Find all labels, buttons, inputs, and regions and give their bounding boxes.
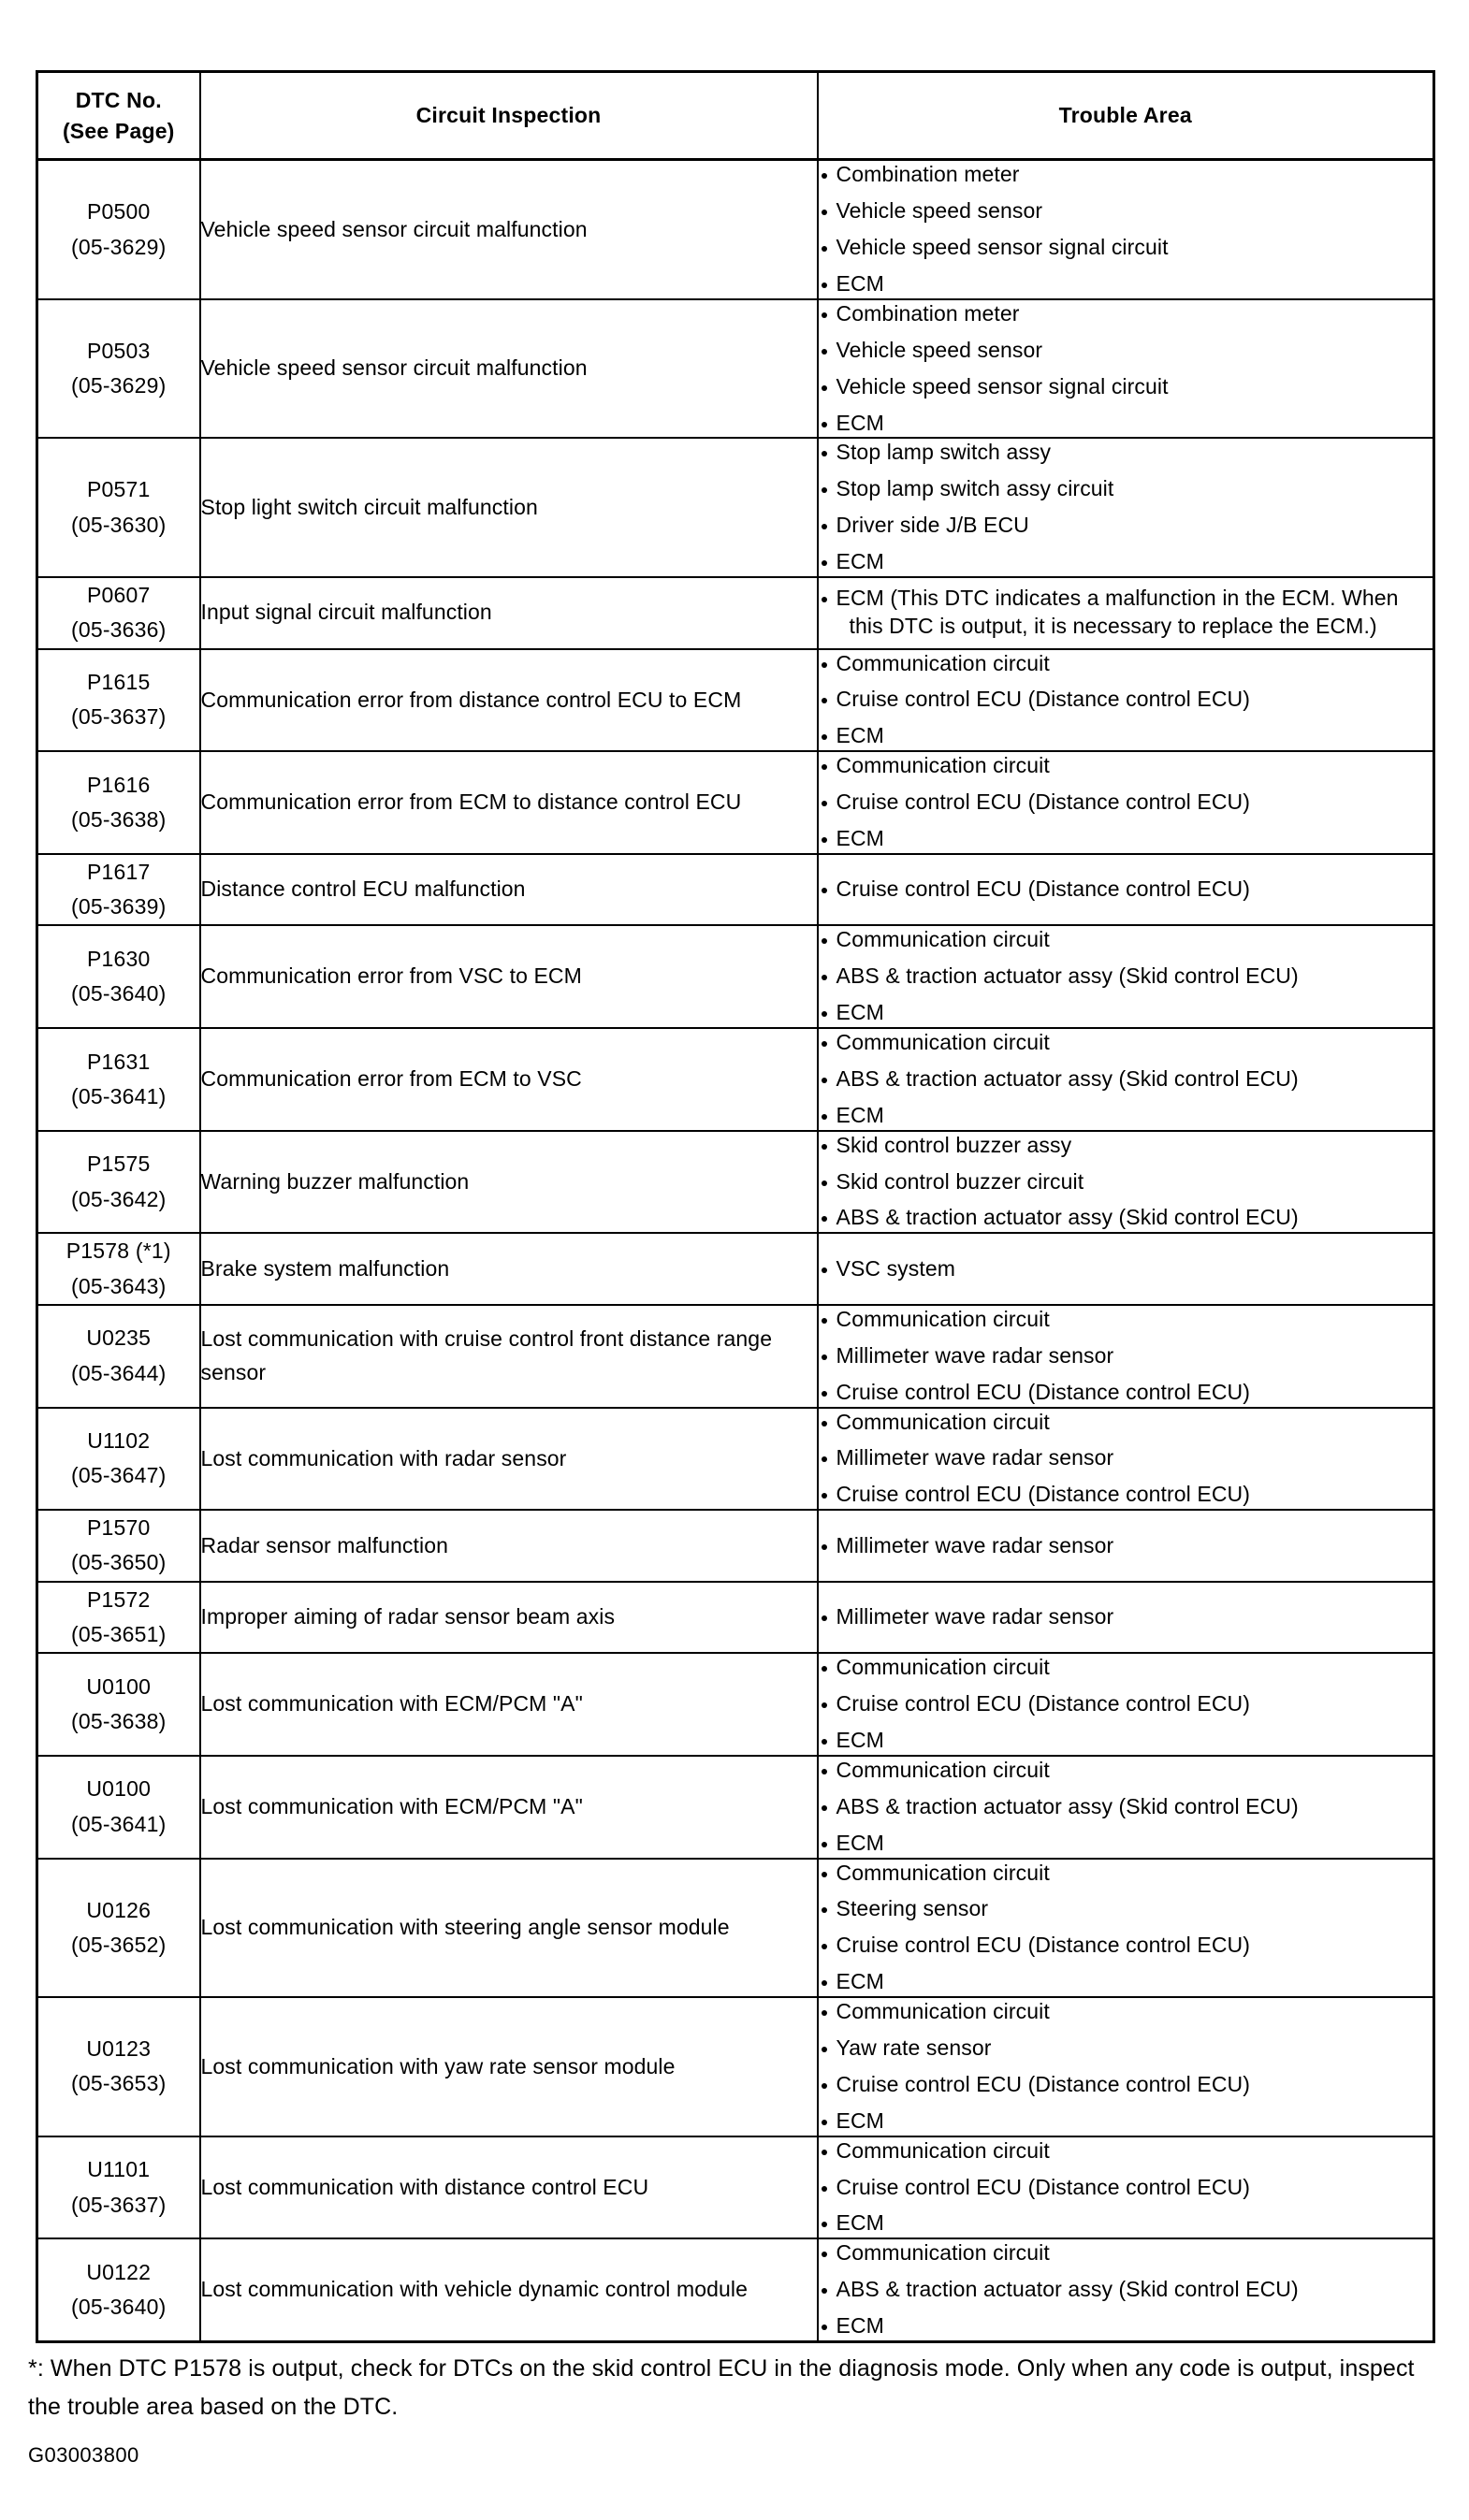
trouble-area-item <box>819 1481 1433 1509</box>
trouble-area-item-label: Communication circuit <box>836 1757 1050 1782</box>
trouble-area-item <box>819 410 1433 438</box>
circuit-inspection-cell: Communication error from VSC to ECM <box>200 925 818 1028</box>
trouble-area-cell <box>818 577 1434 649</box>
column-header-circuit-inspection-label: Circuit Inspection <box>415 103 602 128</box>
trouble-area-cell <box>818 1859 1434 1998</box>
trouble-area-item-label: Cruise control ECU (Distance control ECU) <box>836 687 1251 712</box>
dtc-page-ref: (05-3642) <box>70 1186 167 1211</box>
dtc-page-ref: (05-3638) <box>70 1709 167 1734</box>
trouble-area-item <box>819 722 1433 750</box>
dtc-code: U1101 <box>87 2157 151 2182</box>
trouble-area-item <box>819 439 1433 467</box>
circuit-inspection-cell: Vehicle speed sensor circuit malfunction <box>200 160 818 299</box>
trouble-area-item <box>819 373 1433 401</box>
table-row <box>37 1233 1434 1305</box>
trouble-area-item-label: ECM <box>836 2210 884 2236</box>
trouble-area-item <box>819 1255 1433 1283</box>
dtc-code-cell <box>37 160 200 299</box>
trouble-area-item-label: Vehicle speed sensor signal circuit <box>836 235 1169 260</box>
trouble-area-cell <box>818 1653 1434 1756</box>
dtc-code: P0503 <box>86 338 151 363</box>
trouble-area-item <box>819 300 1433 328</box>
trouble-area-item-label: Cruise control ECU (Distance control ECU) <box>836 2174 1251 2199</box>
trouble-area-item <box>819 1793 1433 1821</box>
dtc-code-cell <box>37 1653 200 1756</box>
circuit-inspection-cell: Input signal circuit malfunction <box>200 577 818 649</box>
trouble-area-item <box>819 926 1433 954</box>
trouble-area-list <box>819 752 1433 853</box>
column-header-dtc-no-line1: DTC No. <box>75 88 162 112</box>
trouble-area-list <box>819 2137 1433 2238</box>
trouble-area-cell <box>818 1582 1434 1654</box>
trouble-area-item <box>819 1603 1433 1631</box>
circuit-inspection-cell: Improper aiming of radar sensor beam axis <box>200 1582 818 1654</box>
trouble-area-item <box>819 1168 1433 1196</box>
trouble-area-item <box>819 1860 1433 1888</box>
trouble-area-item <box>819 2174 1433 2202</box>
dtc-page-ref: (05-3640) <box>70 2295 167 2320</box>
trouble-area-item-label: Vehicle speed sensor <box>836 337 1043 362</box>
circuit-inspection-cell: Lost communication with steering angle sensor module <box>200 1859 818 1998</box>
dtc-page-ref: (05-3638) <box>70 807 167 832</box>
dtc-code-cell <box>37 1756 200 1859</box>
trouble-area-item <box>819 1379 1433 1407</box>
trouble-area-item-label: Communication circuit <box>836 2137 1050 2163</box>
trouble-area-item <box>819 1065 1433 1093</box>
table-row <box>37 299 1434 439</box>
dtc-code: P1630 <box>86 946 151 971</box>
trouble-area-item-label: ECM <box>836 549 884 574</box>
trouble-area-item-label: ABS & traction actuator assy (Skid control ECU) <box>836 1065 1299 1091</box>
table-row <box>37 1756 1434 1859</box>
trouble-area-item <box>819 686 1433 714</box>
trouble-area-item-label: ECM <box>836 410 884 435</box>
trouble-area-cell <box>818 1408 1434 1511</box>
trouble-area-cell <box>818 751 1434 854</box>
trouble-area-item-label: Cruise control ECU (Distance control ECU) <box>836 789 1251 815</box>
table-row <box>37 160 1434 299</box>
table-row <box>37 1131 1434 1234</box>
trouble-area-cell <box>818 925 1434 1028</box>
trouble-area-item-label: Communication circuit <box>836 650 1050 675</box>
trouble-area-item <box>819 2071 1433 2099</box>
table-row <box>37 1582 1434 1654</box>
dtc-page-ref: (05-3636) <box>70 617 167 643</box>
trouble-area-item-label: ABS & traction actuator assy (Skid control ECU) <box>836 963 1299 989</box>
trouble-area-item <box>819 1690 1433 1718</box>
trouble-area-item-label: Millimeter wave radar sensor <box>836 1342 1114 1368</box>
dtc-code: P1572 <box>86 1586 151 1612</box>
table-row <box>37 649 1434 752</box>
dtc-code-cell <box>37 2238 200 2341</box>
trouble-area-list <box>819 876 1433 904</box>
trouble-area-item-label: Millimeter wave radar sensor <box>836 1532 1114 1557</box>
trouble-area-item-label: Communication circuit <box>836 927 1050 952</box>
trouble-area-item-label: ECM <box>836 825 884 850</box>
trouble-area-item <box>819 337 1433 365</box>
table-row <box>37 925 1434 1028</box>
trouble-area-cell <box>818 1233 1434 1305</box>
trouble-area-item <box>819 1409 1433 1437</box>
trouble-area-item <box>819 825 1433 853</box>
trouble-area-item <box>819 197 1433 225</box>
trouble-area-item-label: Communication circuit <box>836 1999 1050 2024</box>
trouble-area-item-label: Communication circuit <box>836 1030 1050 1055</box>
table-body <box>37 160 1434 2342</box>
dtc-page-ref: (05-3643) <box>70 1273 167 1298</box>
trouble-area-list <box>819 585 1433 641</box>
table-row <box>37 854 1434 926</box>
dtc-code: P1570 <box>86 1515 151 1541</box>
dtc-code-cell <box>37 1408 200 1511</box>
trouble-area-item-label: Yaw rate sensor <box>836 2035 992 2060</box>
trouble-area-item-label: Stop lamp switch assy circuit <box>836 476 1114 501</box>
trouble-area-item <box>819 1998 1433 2026</box>
trouble-area-cell <box>818 1305 1434 1408</box>
trouble-area-list <box>819 161 1433 298</box>
trouble-area-item-label: Communication circuit <box>836 1409 1050 1434</box>
trouble-area-item <box>819 2137 1433 2165</box>
trouble-area-item-label: Vehicle speed sensor signal circuit <box>836 373 1169 398</box>
dtc-page-ref: (05-3629) <box>70 373 167 398</box>
trouble-area-item-label: Cruise control ECU (Distance control ECU) <box>836 1379 1251 1404</box>
trouble-area-list <box>819 926 1433 1027</box>
dtc-code-cell <box>37 1997 200 2136</box>
circuit-inspection-cell: Lost communication with radar sensor <box>200 1408 818 1511</box>
trouble-area-list <box>819 1306 1433 1407</box>
dtc-code-cell <box>37 649 200 752</box>
trouble-area-item <box>819 1102 1433 1130</box>
circuit-inspection-cell: Lost communication with cruise control front distance range sensor <box>200 1305 818 1408</box>
trouble-area-item-label: Communication circuit <box>836 1860 1050 1885</box>
dtc-page-ref: (05-3640) <box>70 981 167 1007</box>
trouble-area-item <box>819 789 1433 817</box>
trouble-area-cell <box>818 2238 1434 2341</box>
circuit-inspection-cell: Communication error from distance control ECU to ECM <box>200 649 818 752</box>
table-row <box>37 1997 1434 2136</box>
dtc-code-cell <box>37 1028 200 1131</box>
trouble-area-item-label: Cruise control ECU (Distance control ECU) <box>836 876 1251 902</box>
trouble-area-item-label: ECM <box>836 270 884 296</box>
trouble-area-list <box>819 1757 1433 1858</box>
trouble-area-item <box>819 234 1433 262</box>
trouble-area-item <box>819 963 1433 991</box>
dtc-page-ref: (05-3629) <box>70 234 167 259</box>
trouble-area-cell <box>818 1028 1434 1131</box>
circuit-inspection-cell: Radar sensor malfunction <box>200 1510 818 1582</box>
dtc-code: U0122 <box>86 2259 152 2284</box>
trouble-area-item <box>819 2107 1433 2136</box>
column-header-trouble-area-label: Trouble Area <box>1058 103 1192 128</box>
dtc-code-cell <box>37 925 200 1028</box>
trouble-area-item <box>819 999 1433 1027</box>
table-row <box>37 1305 1434 1408</box>
table-row <box>37 751 1434 854</box>
circuit-inspection-cell: Stop light switch circuit malfunction <box>200 438 818 577</box>
trouble-area-item <box>819 2312 1433 2340</box>
trouble-area-cell <box>818 649 1434 752</box>
dtc-code: P1617 <box>86 859 151 884</box>
column-header-dtc-no <box>37 72 200 160</box>
dtc-code-cell <box>37 751 200 854</box>
trouble-area-item <box>819 270 1433 298</box>
trouble-area-item <box>819 161 1433 189</box>
dtc-code: U0100 <box>86 1673 152 1699</box>
trouble-area-item <box>819 2239 1433 2267</box>
trouble-area-item <box>819 1727 1433 1755</box>
trouble-area-item-label: Communication circuit <box>836 2240 1050 2266</box>
table-row <box>37 1510 1434 1582</box>
dtc-code: P0607 <box>86 583 151 607</box>
table-header <box>37 72 1434 160</box>
trouble-area-item-label: Combination meter <box>836 300 1020 326</box>
dtc-code: U1102 <box>87 1428 151 1454</box>
trouble-area-item-label: ECM <box>836 723 884 748</box>
trouble-area-item-label: Cruise control ECU (Distance control ECU) <box>836 1482 1251 1507</box>
dtc-page-ref: (05-3644) <box>70 1360 167 1385</box>
dtc-code-cell <box>37 1305 200 1408</box>
dtc-code: P1615 <box>86 670 151 695</box>
trouble-area-item-label: Skid control buzzer circuit <box>836 1168 1084 1194</box>
trouble-area-item-label: Cruise control ECU (Distance control ECU) <box>836 2071 1251 2096</box>
trouble-area-list <box>819 1132 1433 1233</box>
trouble-area-item-label: ECM <box>836 1102 884 1127</box>
trouble-area-list <box>819 1998 1433 2136</box>
table-row <box>37 438 1434 577</box>
trouble-area-list <box>819 300 1433 438</box>
table-row <box>37 1408 1434 1511</box>
dtc-page-ref: (05-3652) <box>70 1932 167 1957</box>
trouble-area-item <box>819 1029 1433 1057</box>
trouble-area-list <box>819 1532 1433 1560</box>
trouble-area-item-label: ECM <box>836 1969 884 1994</box>
dtc-page-ref: (05-3630) <box>70 512 167 537</box>
table-row <box>37 1028 1434 1131</box>
circuit-inspection-cell: Lost communication with ECM/PCM "A" <box>200 1756 818 1859</box>
trouble-area-list <box>819 439 1433 576</box>
trouble-area-item <box>819 752 1433 780</box>
trouble-area-item-label: Steering sensor <box>836 1896 989 1921</box>
circuit-inspection-cell: Lost communication with distance control ECU <box>200 2136 818 2239</box>
circuit-inspection-cell: Communication error from ECM to distance control ECU <box>200 751 818 854</box>
trouble-area-item <box>819 1132 1433 1160</box>
trouble-area-item <box>819 1654 1433 1682</box>
circuit-inspection-cell: Brake system malfunction <box>200 1233 818 1305</box>
trouble-area-item <box>819 1932 1433 1960</box>
trouble-area-item <box>819 650 1433 678</box>
trouble-area-item <box>819 1895 1433 1923</box>
footnote-text: *: When DTC P1578 is output, check for DTCs on the skid control ECU in the diagnosis mode. Only when any code is output, inspect the trouble area based on the DTC. <box>28 2355 1415 2420</box>
circuit-inspection-cell: Lost communication with ECM/PCM "A" <box>200 1653 818 1756</box>
trouble-area-item-continuation: this DTC is output, it is necessary to replace the ECM.) <box>849 614 1377 639</box>
trouble-area-item-label: ECM <box>836 1000 884 1025</box>
trouble-area-item <box>819 512 1433 540</box>
dtc-code-cell <box>37 577 200 649</box>
column-header-dtc-no-line2: (See Page) <box>62 118 175 143</box>
trouble-area-item <box>819 548 1433 576</box>
trouble-area-item-label: ECM (This DTC indicates a malfunction in the ECM. When <box>836 586 1399 611</box>
trouble-area-item-label: ECM <box>836 2313 884 2339</box>
trouble-area-item-label: ECM <box>836 2107 884 2133</box>
trouble-area-item-label: ECM <box>836 1727 884 1752</box>
trouble-area-item-label: VSC system <box>836 1255 956 1281</box>
dtc-page-ref: (05-3650) <box>70 1550 167 1575</box>
dtc-code: P1631 <box>86 1049 151 1074</box>
dtc-code: U0126 <box>86 1897 152 1922</box>
trouble-area-item <box>819 1444 1433 1472</box>
table-row <box>37 2238 1434 2341</box>
dtc-code: P1578 (*1) <box>65 1238 171 1264</box>
trouble-area-list <box>819 1255 1433 1283</box>
trouble-area-cell <box>818 1997 1434 2136</box>
circuit-inspection-cell: Lost communication with yaw rate sensor module <box>200 1997 818 2136</box>
circuit-inspection-cell: Vehicle speed sensor circuit malfunction <box>200 299 818 439</box>
trouble-area-list <box>819 1654 1433 1755</box>
trouble-area-cell <box>818 1131 1434 1234</box>
dtc-code: P1575 <box>86 1151 151 1177</box>
dtc-code-cell <box>37 1510 200 1582</box>
trouble-area-cell <box>818 438 1434 577</box>
trouble-area-item-label: Communication circuit <box>836 1306 1050 1331</box>
trouble-area-item-label: ABS & traction actuator assy (Skid control ECU) <box>836 1793 1299 1818</box>
trouble-area-cell <box>818 160 1434 299</box>
trouble-area-item-label: ABS & traction actuator assy (Skid control ECU) <box>836 2277 1299 2302</box>
trouble-area-item <box>819 1757 1433 1785</box>
dtc-code-cell <box>37 438 200 577</box>
trouble-area-item-label: Skid control buzzer assy <box>836 1132 1072 1157</box>
dtc-page-ref: (05-3653) <box>70 2071 167 2096</box>
dtc-page-ref: (05-3637) <box>70 2192 167 2217</box>
dtc-code: P1616 <box>86 772 151 797</box>
trouble-area-cell <box>818 2136 1434 2239</box>
trouble-area-item <box>819 1342 1433 1370</box>
trouble-area-item-label: Millimeter wave radar sensor <box>836 1604 1114 1629</box>
table-row <box>37 2136 1434 2239</box>
trouble-area-item <box>819 585 1433 641</box>
trouble-area-item <box>819 1830 1433 1858</box>
trouble-area-list <box>819 1603 1433 1631</box>
table-header-row <box>37 72 1434 160</box>
trouble-area-item-label: Driver side J/B ECU <box>836 513 1029 538</box>
dtc-page-ref: (05-3641) <box>70 1811 167 1836</box>
dtc-page-ref: (05-3637) <box>70 704 167 730</box>
trouble-area-list <box>819 650 1433 751</box>
circuit-inspection-cell: Lost communication with vehicle dynamic control module <box>200 2238 818 2341</box>
trouble-area-item-label: ECM <box>836 1830 884 1855</box>
trouble-area-list <box>819 2239 1433 2340</box>
trouble-area-item-label: Combination meter <box>836 162 1020 187</box>
dtc-code-cell <box>37 1131 200 1234</box>
figure-id: G03003800 <box>28 2443 139 2467</box>
trouble-area-item-label: Cruise control ECU (Distance control ECU) <box>836 1933 1251 1958</box>
trouble-area-item <box>819 475 1433 503</box>
table-row <box>37 1653 1434 1756</box>
dtc-code: U0123 <box>86 2036 152 2062</box>
dtc-code: P0571 <box>86 477 151 502</box>
trouble-area-item <box>819 1968 1433 1996</box>
trouble-area-item <box>819 1306 1433 1334</box>
dtc-page-ref: (05-3639) <box>70 894 167 920</box>
trouble-area-list <box>819 1409 1433 1510</box>
trouble-area-item <box>819 876 1433 904</box>
dtc-code-cell <box>37 1582 200 1654</box>
dtc-chart-table <box>36 70 1435 2343</box>
trouble-area-item-label: Communication circuit <box>836 753 1050 778</box>
circuit-inspection-cell: Distance control ECU malfunction <box>200 854 818 926</box>
trouble-area-item-label: Vehicle speed sensor <box>836 198 1043 224</box>
trouble-area-item <box>819 2209 1433 2238</box>
trouble-area-item-label: ABS & traction actuator assy (Skid control ECU) <box>836 1205 1299 1230</box>
dtc-page-ref: (05-3647) <box>70 1463 167 1488</box>
dtc-code-cell <box>37 1859 200 1998</box>
trouble-area-cell <box>818 854 1434 926</box>
dtc-code-cell <box>37 2136 200 2239</box>
trouble-area-item <box>819 2035 1433 2063</box>
trouble-area-cell <box>818 1756 1434 1859</box>
dtc-code: U0100 <box>86 1776 152 1802</box>
trouble-area-list <box>819 1029 1433 1130</box>
trouble-area-item-label: Communication circuit <box>836 1655 1050 1680</box>
trouble-area-item <box>819 1204 1433 1232</box>
trouble-area-item-label: Cruise control ECU (Distance control ECU) <box>836 1691 1251 1716</box>
dtc-page-ref: (05-3651) <box>70 1621 167 1646</box>
circuit-inspection-cell: Communication error from ECM to VSC <box>200 1028 818 1131</box>
circuit-inspection-cell: Warning buzzer malfunction <box>200 1131 818 1234</box>
dtc-code: P0500 <box>86 199 151 224</box>
trouble-area-list <box>819 1860 1433 1997</box>
trouble-area-item <box>819 1532 1433 1560</box>
table-row <box>37 577 1434 649</box>
dtc-page-ref: (05-3641) <box>70 1083 167 1108</box>
table-row <box>37 1859 1434 1998</box>
column-header-trouble-area <box>818 72 1434 160</box>
trouble-area-item <box>819 2276 1433 2304</box>
trouble-area-cell <box>818 1510 1434 1582</box>
trouble-area-cell <box>818 299 1434 439</box>
trouble-area-item-label: Millimeter wave radar sensor <box>836 1445 1114 1470</box>
dtc-code-cell <box>37 854 200 926</box>
column-header-circuit-inspection <box>200 72 818 160</box>
dtc-code-cell <box>37 1233 200 1305</box>
trouble-area-item-label: Stop lamp switch assy <box>836 440 1052 465</box>
dtc-code: U0235 <box>86 1325 152 1351</box>
dtc-code-cell <box>37 299 200 439</box>
